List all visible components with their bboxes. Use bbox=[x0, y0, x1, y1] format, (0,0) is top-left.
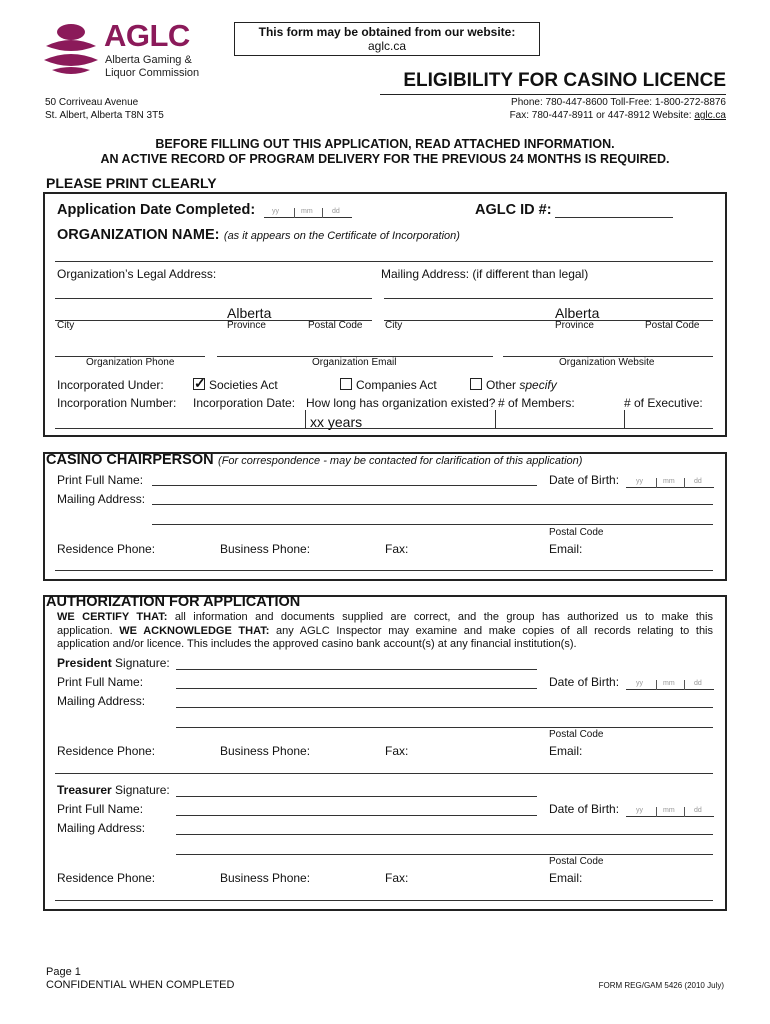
authorization-heading: AUTHORIZATION FOR APPLICATION bbox=[46, 594, 301, 610]
chair-residence-phone-label: Residence Phone: bbox=[57, 542, 156, 556]
president-dob-mm: mm bbox=[663, 680, 675, 687]
contact-fax: Fax: 780-447-8911 or 447-8912 Website: bbox=[509, 110, 695, 121]
president-signature-field[interactable] bbox=[176, 669, 537, 670]
treasurer-fax-label: Fax: bbox=[385, 871, 409, 885]
executive-label: # of Executive: bbox=[624, 396, 703, 410]
page-title: ELIGIBILITY FOR CASINO LICENCE bbox=[403, 70, 726, 91]
president-dob-field[interactable] bbox=[626, 678, 714, 690]
chair-business-phone-label: Business Phone: bbox=[220, 542, 311, 556]
president-fax-label: Fax: bbox=[385, 744, 409, 758]
print-clearly: PLEASE PRINT CLEARLY bbox=[46, 175, 217, 191]
president-dob-divider bbox=[656, 680, 657, 690]
treasurer-dob-divider bbox=[684, 807, 685, 817]
president-postal-code-label: Postal Code bbox=[549, 729, 604, 740]
notice-line-1: BEFORE FILLING OUT THIS APPLICATION, READ ATTACHED INFORMATION. bbox=[155, 137, 615, 151]
application-date-field[interactable] bbox=[264, 206, 352, 218]
confidential-note: CONFIDENTIAL WHEN COMPLETED bbox=[46, 979, 235, 991]
title-rule bbox=[380, 94, 726, 95]
treasurer-dob-field[interactable] bbox=[626, 805, 714, 817]
other-specify-label: specify bbox=[519, 378, 557, 392]
president-business-phone-label: Business Phone: bbox=[220, 744, 311, 758]
chair-dob-yy: yy bbox=[636, 478, 643, 485]
website-box-line-1: This form may be obtained from our website: bbox=[258, 25, 516, 39]
aglc-logo bbox=[42, 20, 212, 82]
chairperson-note: (For correspondence - may be contacted for clarification of this application) bbox=[218, 455, 583, 467]
aglc-id-label: AGLC ID #: bbox=[475, 202, 552, 218]
app-date-divider bbox=[322, 208, 323, 218]
chair-fax-label: Fax: bbox=[385, 542, 409, 556]
chair-dob-dd: dd bbox=[694, 478, 702, 485]
societies-act-label: Societies Act bbox=[209, 378, 278, 392]
president-mailing-field-1[interactable] bbox=[176, 707, 713, 708]
treasurer-full-name-label: Print Full Name: bbox=[57, 802, 144, 816]
chair-phones-field[interactable] bbox=[55, 570, 713, 571]
organization-name-note: (as it appears on the Certificate of Incorporation) bbox=[223, 230, 460, 242]
executive-divider bbox=[624, 410, 625, 428]
chair-dob-divider bbox=[656, 478, 657, 488]
incorporation-details-field[interactable] bbox=[55, 428, 713, 429]
certify-line-1 bbox=[57, 611, 713, 625]
mailing-city-label: City bbox=[385, 320, 403, 331]
chairperson-section bbox=[43, 452, 727, 581]
app-date-divider bbox=[294, 208, 295, 218]
treasurer-residence-phone-label: Residence Phone: bbox=[57, 871, 156, 885]
years-existed-value: xx years bbox=[310, 414, 363, 430]
legal-postal-code-label: Postal Code bbox=[308, 320, 363, 331]
incorporation-number-label: Incorporation Number: bbox=[57, 396, 177, 410]
treasurer-mailing-field-1[interactable] bbox=[176, 834, 713, 835]
president-signature-label bbox=[57, 656, 170, 670]
treasurer-bold: Treasurer bbox=[57, 783, 112, 797]
companies-act-checkbox[interactable] bbox=[340, 378, 352, 390]
president-mailing-label: Mailing Address: bbox=[57, 694, 146, 708]
website-box bbox=[234, 22, 540, 56]
organization-name-field[interactable] bbox=[55, 261, 713, 262]
contact-line-2 bbox=[510, 110, 726, 121]
treasurer-full-name-field[interactable] bbox=[176, 815, 537, 816]
president-dob-yy: yy bbox=[636, 680, 643, 687]
president-dob-label: Date of Birth: bbox=[549, 675, 620, 689]
president-email-label: Email: bbox=[549, 744, 583, 758]
treasurer-phones-field[interactable] bbox=[55, 900, 713, 901]
chairperson-heading-row bbox=[46, 451, 582, 469]
logo-swirl-icon bbox=[42, 20, 100, 78]
mailing-province-value: Alberta bbox=[555, 305, 600, 321]
acknowledge-text: any AGLC Inspector may examine and make copies of all records relating to this bbox=[269, 624, 714, 637]
certify-line-2 bbox=[57, 625, 713, 639]
organization-email-label: Organization Email bbox=[312, 357, 397, 368]
mailing-province-label: Province bbox=[555, 320, 594, 331]
mailing-address-label: Mailing Address: (if different than legal) bbox=[381, 267, 589, 281]
chair-dob-label: Date of Birth: bbox=[549, 473, 620, 487]
chair-dob-field[interactable] bbox=[626, 476, 714, 488]
treasurer-mailing-field-2[interactable] bbox=[176, 854, 713, 855]
checkmark-icon: ✓ bbox=[194, 375, 206, 391]
companies-act-label: Companies Act bbox=[356, 378, 437, 392]
other-label-row bbox=[486, 378, 557, 392]
logo-line-2: Liquor Commission bbox=[105, 67, 200, 79]
address-line-2: St. Albert, Alberta T8N 3T5 bbox=[45, 110, 164, 121]
legal-province-label: Province bbox=[227, 320, 266, 331]
treasurer-mailing-label: Mailing Address: bbox=[57, 821, 146, 835]
organization-website-label: Organization Website bbox=[559, 357, 655, 368]
legal-address-label: Organization’s Legal Address: bbox=[57, 267, 217, 281]
app-date-yy: yy bbox=[272, 208, 279, 215]
legal-city-label: City bbox=[57, 320, 75, 331]
aglc-id-field[interactable] bbox=[555, 217, 673, 218]
president-bold: President bbox=[57, 656, 112, 670]
treasurer-dob-divider bbox=[656, 807, 657, 817]
contact-website-link[interactable]: aglc.ca bbox=[694, 110, 726, 121]
chair-postal-code-label: Postal Code bbox=[549, 527, 604, 538]
president-dob-dd: dd bbox=[694, 680, 702, 687]
chairperson-heading: CASINO CHAIRPERSON bbox=[46, 452, 214, 468]
chair-dob-mm: mm bbox=[663, 478, 675, 485]
certify-text: all information and documents supplied are correct, and the group has authorized us to make this bbox=[167, 611, 713, 623]
treasurer-dob-label: Date of Birth: bbox=[549, 802, 620, 816]
certify-bold: WE CERTIFY THAT: bbox=[57, 611, 168, 623]
organization-phone-label: Organization Phone bbox=[86, 357, 175, 368]
chair-full-name-label: Print Full Name: bbox=[57, 473, 144, 487]
other-checkbox[interactable] bbox=[470, 378, 482, 390]
members-label: # of Members: bbox=[498, 396, 575, 410]
organization-name-label: ORGANIZATION NAME: bbox=[57, 227, 220, 243]
chair-mailing-label: Mailing Address: bbox=[57, 492, 146, 506]
treasurer-business-phone-label: Business Phone: bbox=[220, 871, 311, 885]
treasurer-email-label: Email: bbox=[549, 871, 583, 885]
president-full-name-label: Print Full Name: bbox=[57, 675, 144, 689]
address-line-1: 50 Corriveau Avenue bbox=[45, 97, 139, 108]
contact-line-1: Phone: 780-447-8600 Toll-Free: 1-800-272-8876 bbox=[511, 97, 726, 108]
certify-paragraph bbox=[57, 611, 713, 652]
certify-line-3: application and/or licence. This includes the approved casino bank account(s) at any financial institution(s). bbox=[57, 638, 577, 650]
chair-dob-divider bbox=[684, 478, 685, 488]
treasurer-signature-field[interactable] bbox=[176, 796, 537, 797]
treasurer-signature-label bbox=[57, 783, 170, 797]
page-number: Page 1 bbox=[46, 966, 81, 978]
chair-mailing-field-1[interactable] bbox=[152, 504, 713, 505]
legal-province-value: Alberta bbox=[227, 305, 272, 321]
logo-name: AGLC bbox=[104, 18, 190, 53]
chair-email-label: Email: bbox=[549, 542, 583, 556]
acknowledge-bold: WE ACKNOWLEDGE THAT: bbox=[119, 624, 270, 637]
president-residence-phone-label: Residence Phone: bbox=[57, 744, 156, 758]
chair-mailing-field-2[interactable] bbox=[152, 524, 713, 525]
chair-full-name-field[interactable] bbox=[152, 485, 537, 486]
how-long-divider bbox=[305, 410, 306, 428]
members-divider bbox=[495, 410, 496, 428]
form-number: FORM REG/GAM 5426 (2010 July) bbox=[598, 981, 724, 990]
logo-line-1: Alberta Gaming & bbox=[105, 54, 192, 66]
treasurer-postal-code-label: Postal Code bbox=[549, 856, 604, 867]
treasurer-dob-dd: dd bbox=[694, 807, 702, 814]
president-dob-divider bbox=[684, 680, 685, 690]
president-mailing-field-2[interactable] bbox=[176, 727, 713, 728]
president-full-name-field[interactable] bbox=[176, 688, 537, 689]
incorporated-under-label: Incorporated Under: bbox=[57, 378, 164, 392]
president-phones-field[interactable] bbox=[55, 773, 713, 774]
application-prefix: application. bbox=[57, 624, 120, 637]
notice-line-2: AN ACTIVE RECORD OF PROGRAM DELIVERY FOR THE PREVIOUS 24 MONTHS IS REQUIRED. bbox=[100, 152, 670, 166]
app-date-mm: mm bbox=[301, 208, 313, 215]
application-date-label: Application Date Completed: bbox=[57, 202, 256, 218]
website-box-line-2: aglc.ca bbox=[367, 39, 407, 53]
other-label: Other bbox=[486, 378, 517, 392]
president-signature-text: Signature: bbox=[111, 656, 170, 670]
incorporation-date-label: Incorporation Date: bbox=[193, 396, 296, 410]
mailing-address-field[interactable] bbox=[384, 298, 713, 299]
legal-address-field[interactable] bbox=[55, 298, 372, 299]
organization-name-row bbox=[57, 226, 460, 244]
treasurer-dob-yy: yy bbox=[636, 807, 643, 814]
how-long-label: How long has organization existed? bbox=[306, 396, 496, 410]
app-date-dd: dd bbox=[332, 208, 340, 215]
mailing-postal-code-label: Postal Code bbox=[645, 320, 700, 331]
treasurer-signature-text: Signature: bbox=[111, 783, 170, 797]
treasurer-dob-mm: mm bbox=[663, 807, 675, 814]
